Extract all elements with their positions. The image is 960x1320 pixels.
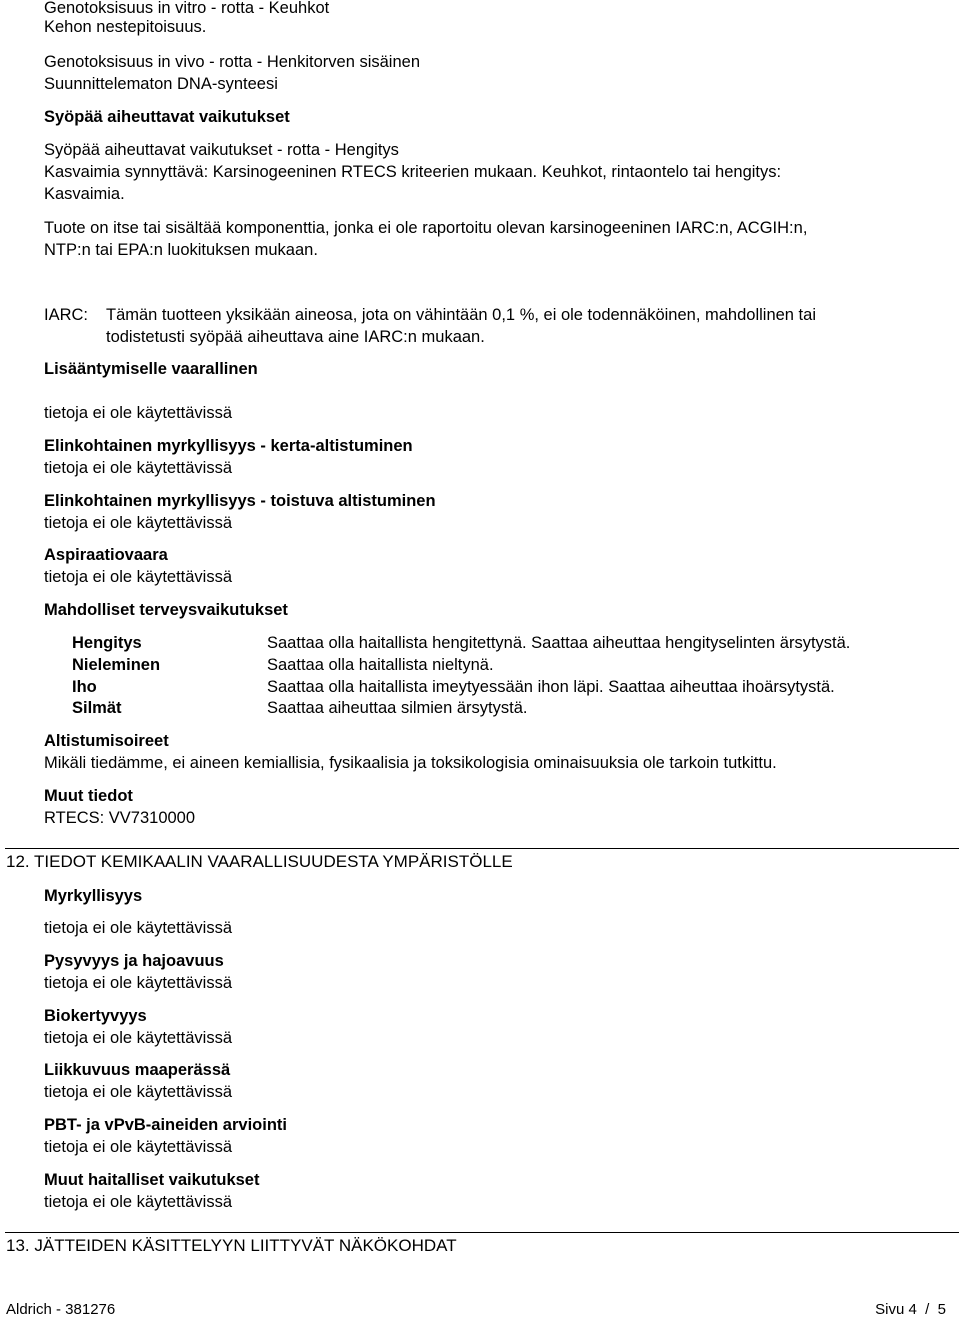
iarc-label: IARC: (44, 306, 89, 324)
iarc-line-1: Tämän tuotteen yksikään aineosa, jota on vähintään 0,1 %, ei ole todennäköinen, mahdollinen tai (106, 306, 816, 324)
carcinogenicity-heading: Syöpää aiheuttavat vaikutukset (44, 108, 290, 126)
eco-text-mobility: tietoja ei ole käytettävissä (44, 1083, 233, 1101)
genotox-vivo-line: Genotoksisuus in vivo - rotta - Henkitorven sisäinen (44, 53, 421, 71)
eco-heading-bioaccumulation: Biokertyvyys (44, 1007, 147, 1025)
genotox-vitro-detail: Kehon nestepitoisuus. (44, 18, 207, 36)
section-13-title: 13. JÄTTEIDEN KÄSITTELYYN LIITTYVÄT NÄKÖKOHDAT (6, 1236, 457, 1255)
footer-product-id: Aldrich - 381276 (6, 1301, 116, 1318)
health-label-inhalation: Hengitys (72, 634, 142, 652)
stot-repeated-text: tietoja ei ole käytettävissä (44, 514, 233, 532)
symptoms-text: Mikäli tiedämme, ei aineen kemiallisia, fysikaalisia ja toksikologisia ominaisuuksia ole tarkoin tutkittu. (44, 754, 777, 772)
repro-heading: Lisääntymiselle vaarallinen (44, 360, 258, 378)
carcinogenicity-line-4: Tuote on itse tai sisältää komponenttia, jonka ei ole raportoitu olevan karsinogeeninen IARC:n, ACGIH:n, (44, 219, 808, 237)
eco-heading-toxicity: Myrkyllisyys (44, 887, 143, 905)
health-label-ingestion: Nieleminen (72, 656, 161, 674)
health-text-inhalation: Saattaa olla haitallista hengitettynä. Saattaa aiheuttaa hengityselinten ärsytystä. (267, 634, 851, 652)
stot-repeated-heading: Elinkohtainen myrkyllisyys - toistuva altistuminen (44, 492, 436, 510)
eco-text-pbt: tietoja ei ole käytettävissä (44, 1138, 233, 1156)
eco-text-toxicity: tietoja ei ole käytettävissä (44, 919, 233, 937)
eco-heading-mobility: Liikkuvuus maaperässä (44, 1061, 231, 1079)
stot-single-heading: Elinkohtainen myrkyllisyys - kerta-altistuminen (44, 437, 413, 455)
other-info-heading: Muut tiedot (44, 787, 133, 805)
footer-page-number: Sivu 4 / 5 (875, 1301, 946, 1318)
eco-text-persistence: tietoja ei ole käytettävissä (44, 974, 233, 992)
health-text-skin: Saattaa olla haitallista imeytyessään ihon läpi. Saattaa aiheuttaa ihoärsytystä. (267, 678, 835, 696)
health-effects-heading: Mahdolliset terveysvaikutukset (44, 601, 288, 619)
aspiration-heading: Aspiraatiovaara (44, 546, 168, 564)
section-13-divider (5, 1232, 959, 1233)
eco-heading-persistence: Pysyvyys ja hajoavuus (44, 952, 224, 970)
eco-heading-other: Muut haitalliset vaikutukset (44, 1171, 260, 1189)
health-label-skin: Iho (72, 678, 97, 696)
section-12-title: 12. TIEDOT KEMIKAALIN VAARALLISUUDESTA YMPÄRISTÖLLE (6, 852, 513, 871)
repro-text: tietoja ei ole käytettävissä (44, 404, 233, 422)
rtecs-number: RTECS: VV7310000 (44, 809, 196, 827)
health-text-eyes: Saattaa aiheuttaa silmien ärsytystä. (267, 699, 528, 717)
genotox-vivo-detail: Suunnittelematon DNA-synteesi (44, 75, 278, 93)
stot-single-text: tietoja ei ole käytettävissä (44, 459, 233, 477)
carcinogenicity-line-2: Kasvaimia synnyttävä: Karsinogeeninen RTECS kriteerien mukaan. Keuhkot, rintaontelo tai hengitys: (44, 163, 782, 181)
eco-text-bioaccumulation: tietoja ei ole käytettävissä (44, 1029, 233, 1047)
carcinogenicity-line-3: Kasvaimia. (44, 185, 125, 203)
section-12-divider (5, 848, 959, 849)
symptoms-heading: Altistumisoireet (44, 732, 169, 750)
health-label-eyes: Silmät (72, 699, 122, 717)
eco-heading-pbt: PBT- ja vPvB-aineiden arviointi (44, 1116, 287, 1134)
eco-text-other: tietoja ei ole käytettävissä (44, 1193, 233, 1211)
genotox-vitro-line: Genotoksisuus in vitro - rotta - Keuhkot (44, 0, 330, 17)
health-text-ingestion: Saattaa olla haitallista nieltynä. (267, 656, 494, 674)
iarc-line-2: todistetusti syöpää aiheuttava aine IARC:n mukaan. (106, 328, 485, 346)
carcinogenicity-line-1: Syöpää aiheuttavat vaikutukset - rotta - Hengitys (44, 141, 399, 159)
carcinogenicity-line-5: NTP:n tai EPA:n luokituksen mukaan. (44, 241, 318, 259)
aspiration-text: tietoja ei ole käytettävissä (44, 568, 233, 586)
